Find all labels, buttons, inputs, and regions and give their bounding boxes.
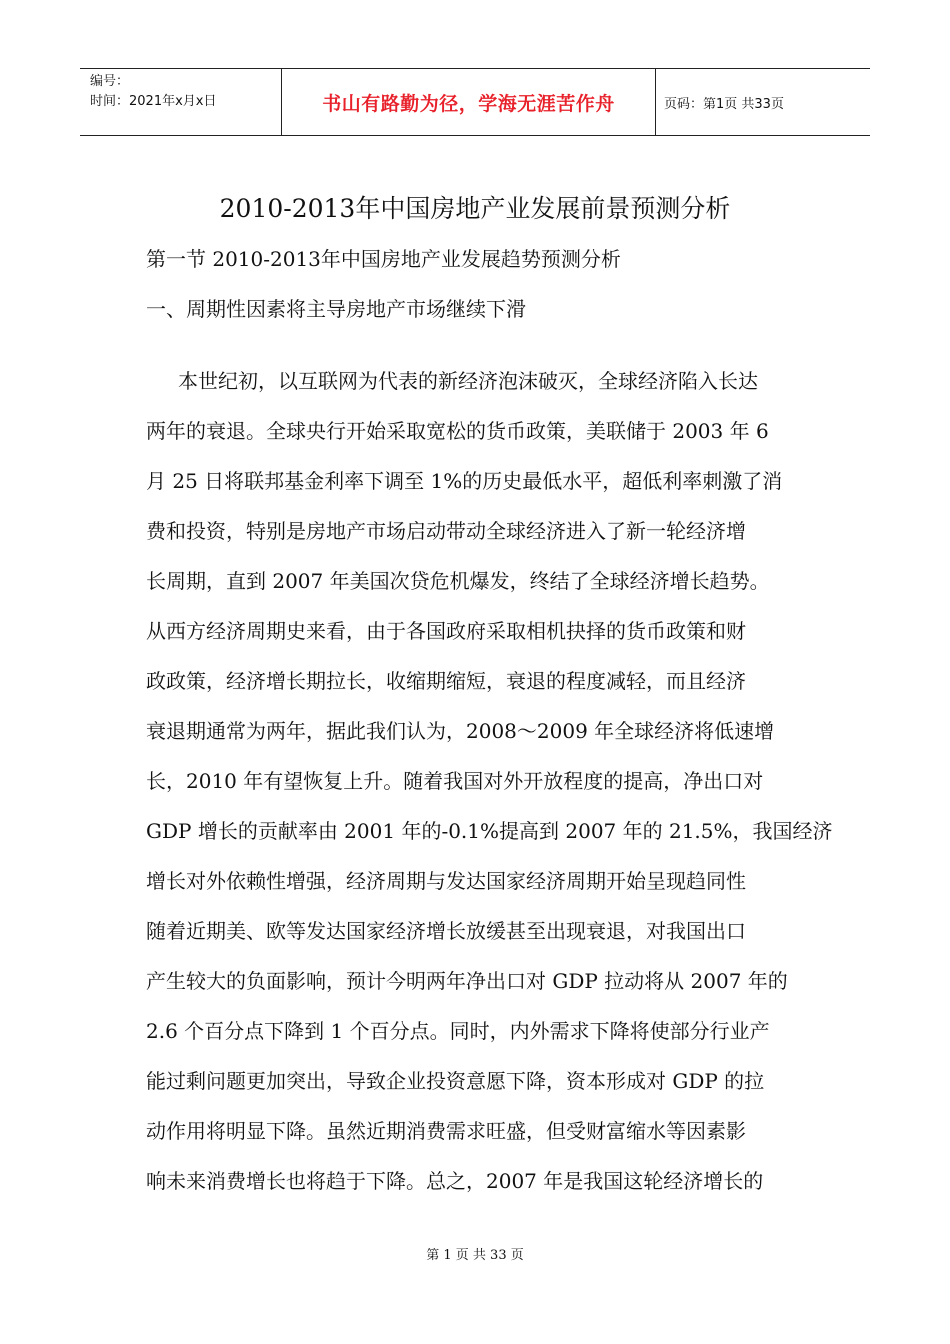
paragraph-line: 产生较大的负面影响，预计今明两年净出口对 GDP 拉动将从 2007 年的	[146, 969, 788, 993]
header-motto: 书山有路勤为径，学海无涯苦作舟	[282, 69, 656, 135]
paragraph-line: 长，2010 年有望恢复上升。随着我国对外开放程度的提高，净出口对	[146, 769, 764, 793]
paragraph-line: 响未来消费增长也将趋于下降。总之，2007 年是我国这轮经济增长的	[146, 1169, 764, 1193]
document-date-label: 时间：2021年x月x日	[90, 94, 217, 109]
paragraph-line: 从西方经济周期史来看，由于各国政府采取相机抉择的货币政策和财	[146, 619, 746, 643]
header-meta	[80, 69, 282, 135]
paragraph-line: 衰退期通常为两年，据此我们认为，2008～2009 年全球经济将低速增	[146, 719, 775, 743]
paragraph-line: 费和投资，特别是房地产市场启动带动全球经济进入了新一轮经济增	[146, 519, 746, 543]
subsection-heading: 一、周期性因素将主导房地产市场继续下滑	[146, 297, 526, 321]
document-title: 2010-2013年中国房地产业发展前景预测分析	[219, 194, 731, 223]
paragraph-line: 动作用将明显下降。虽然近期消费需求旺盛，但受财富缩水等因素影	[146, 1119, 746, 1143]
paragraph-line: 能过剩问题更加突出，导致企业投资意愿下降，资本形成对 GDP 的拉	[146, 1069, 765, 1093]
paragraph-line: 2.6 个百分点下降到 1 个百分点。同时，内外需求下降将使部分行业产	[146, 1019, 770, 1043]
paragraph-line: GDP 增长的贡献率由 2001 年的-0.1%提高到 2007 年的 21.5%，我国经济	[146, 819, 833, 843]
paragraph-line: 月 25 日将联邦基金利率下调至 1%的历史最低水平，超低利率刺激了消	[146, 469, 783, 493]
paragraph-line: 增长对外依赖性增强，经济周期与发达国家经济周期开始呈现趋同性	[146, 869, 746, 893]
body-paragraph	[146, 367, 836, 1217]
paragraph-line: 长周期，直到 2007 年美国次贷危机爆发，终结了全球经济增长趋势。	[146, 569, 770, 593]
paragraph-line: 本世纪初，以互联网为代表的新经济泡沫破灭，全球经济陷入长达	[178, 369, 758, 393]
document-number-label: 编号：	[90, 74, 130, 89]
paragraph-line: 政政策，经济增长期拉长，收缩期缩短，衰退的程度减轻，而且经济	[146, 669, 746, 693]
section-heading: 第一节 2010-2013年中国房地产业发展趋势预测分析	[146, 247, 621, 271]
header-page-info: 页码：第1页 共33页	[664, 96, 784, 112]
page-header	[80, 68, 870, 136]
paragraph-line: 两年的衰退。全球央行开始采取宽松的货币政策，美联储于 2003 年 6	[146, 419, 769, 443]
paragraph-line: 随着近期美、欧等发达国家经济增长放缓甚至出现衰退，对我国出口	[146, 919, 746, 943]
page-footer: 第 1 页 共 33 页	[426, 1248, 524, 1263]
